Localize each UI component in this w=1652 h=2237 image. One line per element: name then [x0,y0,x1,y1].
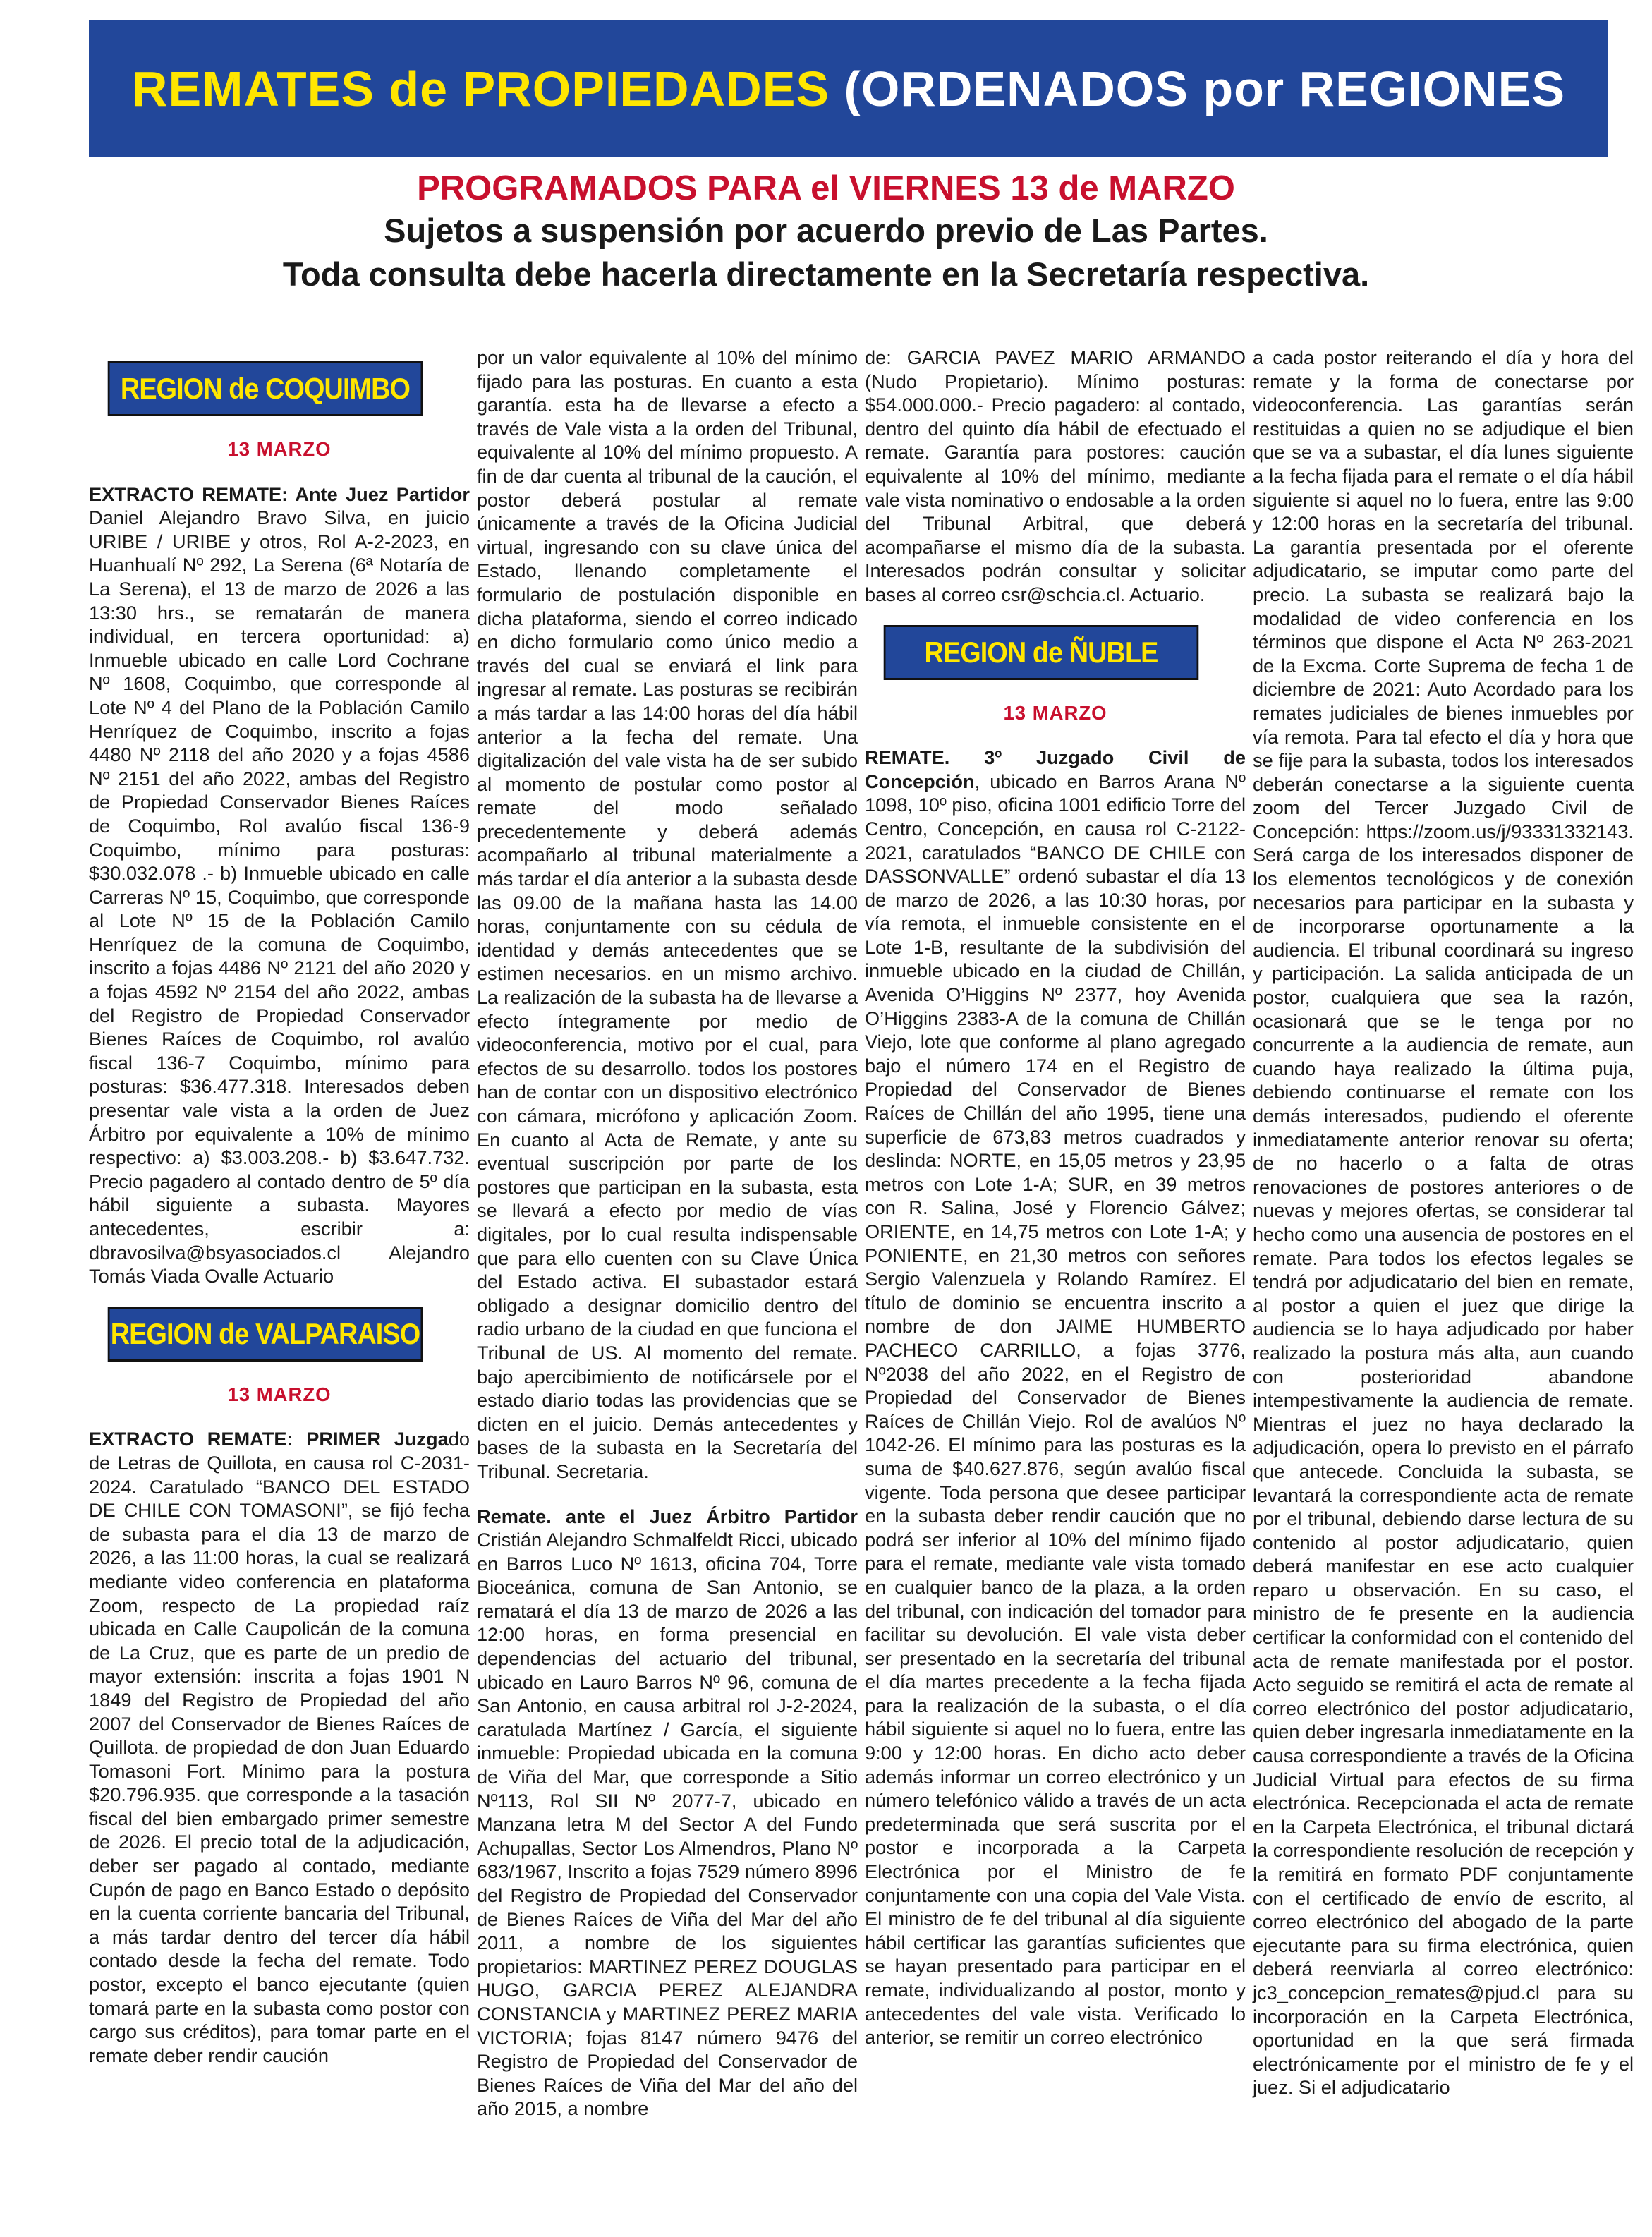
notice-header [0,168,1652,296]
notice-lead: REMATE. 3º Juzgado Civil de Concepción [865,746,1246,792]
region-heading-valparaiso: REGION de VALPARAISO [108,1307,423,1362]
banner-title-rest: (ORDENADOS por REGIONES [844,61,1566,116]
notice-coquimbo [89,483,470,1288]
schedule-heading: PROGRAMADOS PARA el VIERNES 13 de MARZO [417,169,1235,207]
column-4 [1253,346,1634,2099]
date-label-nuble: 13 MARZO [1003,701,1107,724]
region-heading-coquimbo: REGION de COQUIMBO [108,361,423,416]
notice-lead: EXTRACTO REMATE: PRIMER Juzga [89,1428,449,1450]
suspension-note: Sujetos a suspensión por acuerdo previo de Las Partes. [384,212,1268,249]
notice-valparaiso [89,1427,470,2067]
column-3 [865,346,1246,2049]
notice-san-antonio [477,1505,858,2121]
inquiry-note: Toda consulta debe hacerla directamente en la Secretaría respectiva. [282,255,1370,293]
notice-nuble [865,746,1246,2049]
banner-title-highlight: REMATES de PROPIEDADES [131,61,844,116]
column-1 [89,346,470,2067]
notice-nuble-continued: a cada postor reiterando el día y hora del remate y la forma de conectarse por videoconferencia. Las garantías serán restituidas a quien no se adjudique el bien que se va a subastar, el día lunes siguiente a la fecha fijada para el remate o el día hábil siguiente si aquel no lo fuera, entre las 9:00 y 12:00 horas en la secretaría del tribunal. La garantía presentada por el oferente adjudicatario, se imputar como parte del precio. La subasta se realizará bajo la modalidad de video conferencia en los términos que dispone el Acta Nº 263-2021 de la Excma. Corte Suprema de fecha 1 de diciembre de 2021: Auto Acordado para los remates judiciales de bienes inmuebles por vía remota. Para tal efecto el día y hora que se fije para la subasta, todos los interesados deberán conectarse a la siguiente cuenta zoom del Tercer Juzgado Civil de Concepción: https://zoom.us/j/93331332143. Será carga de los interesados disponer de los elementos tecnológicos y de conexión necesarios para participar en la subasta y de incorporarse oportunamente a la audiencia. El tribunal coordinará su ingreso y participación. La salida anticipada de un postor, cualquiera que sea la razón, ocasionará que se le tenga por no concurrente a la audiencia de remate, aun cuando haya realizado la última puja, debiendo continuarse el remate con los demás interesados, pudiendo el oferente inmediatamente anterior renovar su oferta; de no hacerlo o a falta de otras renovaciones de postores anteriores o de nuevas y mejores ofertas, se considerar tal hecho como una ausencia de postores en el remate. Para todos los efectos legales se tendrá por adjudicatario del bien en remate, al postor a quien el juez que dirige la audiencia se lo haya adjudicado por haber realizado la postura más alta, aun cuando con posterioridad abandone intempestivamente la audiencia de remate. Mientras el juez no haya declarado la adjudicación, opera lo previsto en el párrafo que antecede. Concluida la subasta, se levantará la correspondiente acta de remate por el tribunal, debiendo darse lectura de su contenido al postor adjudicatario, quien deberá manifestar en ese acto cualquier reparo u observación. En su caso, el ministro de fe presente en la audiencia certificar la conformidad con el contenido del acta de remate manifestada por el postor. Acto seguido se remitirá el acta de remate al correo electrónico del postor adjudicatario, quien deber ingresarla inmediatamente en la causa correspondiente a través de la Oficina Judicial Virtual para efectos de su firma electrónica. Recepcionada el acta de remate en la Carpeta Electrónica, el tribunal dictará la correspondiente resolución de recepción y la remitirá en formato PDF conjuntamente con el certificado de envío de escrito, al correo electrónico del abogado de la parte ejecutante para su firma electrónica, quien deberá reenviarla al correo electrónico: jc3_concepcion_remates@pjud.cl para su incorporación en la Carpeta Electrónica, oportunidad en la que será firmada electrónicamente por el ministro de fe y el juez. Si el adjudicatario [1253,346,1634,2099]
notice-lead: Remate. ante el Juez Árbitro Partidor [477,1505,858,1527]
date-label-valparaiso: 13 MARZO [227,1383,332,1405]
notice-body: do de Letras de Quillota, en causa rol C-2031-2024. Caratulado “BANCO DEL ESTADO DE CHILE CON TOMASONI”, se fijó fecha de subasta para el día 13 de marzo de 2026, a las 11:00 horas, la cual se realizará mediante video conferencia en plataforma Zoom, respecto de La propiedad raíz ubicada en Calle Caupolicán de la comuna de La Cruz, que es parte de un predio de mayor extensión: inscrita a fojas 1901 N 1849 del Registro de Propiedad del año 2007 del Conservador de Bienes Raíces de Quillota. de propiedad de don Juan Eduardo Tomasoni Fort. Mínimo para la postura $20.796.935. que corresponde a la tasación fiscal del bien embargado primer semestre de 2026. El precio total de la adjudicación, deber ser pagado al contado, mediante Cupón de pago en Banco Estado o depósito en la cuenta corriente bancaria del Tribunal, a más tardar dentro del tercer día hábil contado desde la fecha del remate. Todo postor, excepto el banco ejecutante (quien tomará parte en la subasta como postor con cargo sus créditos), para tomar parte en el remate deber rendir caución [89,1428,470,2066]
date-label-coquimbo: 13 MARZO [227,438,332,460]
page-banner [89,20,1608,157]
notice-valparaiso-continued: por un valor equivalente al 10% del mínimo fijado para las posturas. En cuanto a esta garantía. esta ha de llevarse a efecto a través de Vale vista a la orden del Tribunal, equivalente al 10% del mínimo propuesto. A fin de dar cuenta al tribunal de la caución, el postor deberá postular al remate únicamente a través de la Oficina Judicial virtual, ingresando con su clave única del Estado, llenando completamente el formulario de postulación disponible en dicha plataforma, siendo el correo indicado en dicho formulario como único medio a través del cual se enviará el link para ingresar al remate. Las posturas se recibirán a más tardar a las 14:00 horas del día hábil anterior a la fecha del remate. Una digitalización del vale vista ha de ser subido al momento de postular como postor al remate del modo señalado precedentemente y deberá además acompañarlo al tribunal materialmente a más tardar el día anterior a la subasta desde las 09.00 de la mañana hasta las 14.00 horas, conjuntamente con su cédula de identidad y demás antecedentes que se estimen necesarios. en un mismo archivo. La realización de la subasta ha de llevarse a efecto íntegramente por medio de videoconferencia, motivo por el cual, para efectos de su desarrollo. todos los postores han de contar con un dispositivo electrónico con cámara, micrófono y aplicación Zoom. En cuanto al Acta de Remate, y ante su eventual suscripción por parte de los postores que participan en la subasta, esta se llevará a efecto por medio de vías digitales, por lo cual resulta indispensable que para ello cuenten con su Clave Única del Estado activa. El subastador estará obligado a designar domicilio dentro del radio urbano de la ciudad en que funciona el Tribunal de US. Al momento del remate. bajo apercibimiento de notificársele por el estado diario todas las providencias que se dicten en el juicio. Demás antecedentes y bases de la subasta en la Secretaría del Tribunal. Secretaria. [477,346,858,1482]
notice-body: Cristián Alejandro Schmalfeldt Ricci, ubicado en Barros Luco Nº 1613, oficina 704, Torre Bioceánica, comuna de San Antonio, se rematará el día 13 de marzo de 2026 a las 12:00 horas, en forma presencial en dependencias del actuario del tribunal, ubicado en Lauro Barros Nº 96, comuna de San Antonio, en causa arbitral rol J-2-2024, caratulada Martínez / García, el siguiente inmueble: Propiedad ubicada en la comuna de Viña del Mar, que corresponde a Sitio Nº113, Rol SII Nº 2077-7, ubicado en Manzana letra M del Sector A del Fundo Achupallas, Sector Los Almendros, Plano Nº 683/1967, Inscrito a fojas 7529 número 8996 del Registro de Propiedad del Conservador de Bienes Raíces de Viña del Mar del año 2011, a nombre de los siguientes propietarios: MARTINEZ PEREZ DOUGLAS HUGO, GARCIA PEREZ ALEJANDRA CONSTANCIA y MARTINEZ PEREZ MARIA VICTORIA; fojas 8147 número 9476 del Registro de Propiedad del Conservador de Bienes Raíces de Viña del Mar del año del año 2015, a nombre [477,1529,858,2120]
region-heading-nuble: REGION de ÑUBLE [884,625,1198,680]
notice-body: , ubicado en Barros Arana Nº 1098, 10º piso, oficina 1001 edificio Torre del Centro, Concepción, en causa rol C-2122-2021, caratulados “BANCO DE CHILE con DASSONVALLE” ordenó subastar el día 13 de marzo de 2026, a las 10:30 horas, por vía remota, el inmueble consistente en el Lote 1-B, resultante de la subdivisión del inmueble ubicado en la ciudad de Chillán, Avenida O’Higgins Nº 2377, hoy Avenida O’Higgins 2383-A de la comuna de Chillán Viejo, lote que conforme al plano agregado bajo el número 174 en el Registro de Propiedad del Conservador de Bienes Raíces de Chillán del año 1995, tiene una superficie de 673,83 metros cuadrados y deslinda: NORTE, en 15,05 metros y 23,95 metros con Lote 1-A; SUR, en 39 metros con R. Salina, José y Florencio Gálvez; ORIENTE, en 14,75 metros con Lote 1-A; y PONIENTE, en 21,30 metros con señores Sergio Valenzuela y Rolando Ramírez. El título de dominio se encuentra inscrito a nombre de don JAIME HUMBERTO PACHECO CARRILLO, a fojas 3776, Nº2038 del año 2022, en el Registro de Propiedad del Conservador de Bienes Raíces de Chillán Viejo. Rol de avalúos Nº 1042-26. El mínimo para las posturas es la suma de $40.627.876, según avalúo fiscal vigente. Toda persona que desee participar en la subasta deber rendir caución que no podrá ser inferior al 10% del mínimo fijado para el remate, mediante vale vista tomado en cualquier banco de la plaza, a la orden del tribunal, con indicación del tomador para facilitar su devolución. El vale vista deber ser presentado en la secretaría del tribunal el día martes precedente a la fecha fijada para la realización de la subasta, o el día hábil siguiente si aquel no lo fuera, entre las 9:00 y 12:00 horas. En dicho acto deber además informar un correo electrónico y un número telefónico válido a través de un acta predeterminada que será suscrita por el postor e incorporada a la Carpeta Electrónica por el Ministro de fe conjuntamente con una copia del Vale Vista. El ministro de fe del tribunal al día siguiente hábil certificar las garantías suficientes que se hayan presentado para participar en el remate, individualizando al postor, monto y antecedentes del vale vista. Verificado lo anterior, se remitir un correo electrónico [865,770,1246,2049]
notice-body: Daniel Alejandro Bravo Silva, en juicio URIBE / URIBE y otros, Rol A-2-2023, en Huanhualí Nº 292, La Serena (6ª Notaría de La Serena), el 13 de marzo de 2026 a las 13:30 hrs., se rematarán de manera individual, en tercera oportunidad: a) Inmueble ubicado en calle Lord Cochrane Nº 1608, Coquimbo, que corresponde al Lote Nº 4 del Plano de la Población Camilo Henríquez de Coquimbo, inscrito a fojas 4480 Nº 2118 del año 2020 y a fojas 4586 Nº 2151 del año 2022, ambas del Registro de Propiedad Conservador Bienes Raíces de Coquimbo, Rol avalúo fiscal 136-9 Coquimbo, mínimo para posturas: $30.032.078 .- b) Inmueble ubicado en calle Carreras Nº 15, Coquimbo, que corresponde al Lote Nº 15 de la Población Camilo Henríquez de la comuna de Coquimbo, inscrito a fojas 4486 Nº 2121 del año 2020 y a fojas 4592 Nº 2154 del año 2022, ambas del Registro de Propiedad Conservador Bienes Raíces de Coquimbo, rol avalúo fiscal 136-7 Coquimbo, mínimo para posturas: $36.477.318. Interesados deben presentar vale vista a la orden de Juez Árbitro por equivalente a 10% de mínimo respectivo: a) $3.003.208.- b) $3.647.732. Precio pagadero al contado dentro de 5º día hábil siguiente a subasta. Mayores antecedentes, escribir a: dbravosilva@bsyasociados.cl Alejandro Tomás Viada Ovalle Actuario [89,507,470,1287]
notice-lead: EXTRACTO REMATE: Ante Juez Partidor [89,483,470,505]
column-2 [477,346,858,2121]
banner-title [132,61,1565,117]
notice-san-antonio-continued: de: GARCIA PAVEZ MARIO ARMANDO (Nudo Propietario). Mínimo posturas: $54.000.000.- Precio pagadero: al contado, dentro del quinto día hábil de efectuado el remate. Garantía para postores: caución equivalente al 10% del mínimo, mediante vale vista nominativo o endosable a la orden del Tribunal Arbitral, que deberá acompañarse el mismo día de la subasta. Interesados podrán consultar y solicitar bases al correo csr@schcia.cl. Actuario. [865,346,1246,605]
